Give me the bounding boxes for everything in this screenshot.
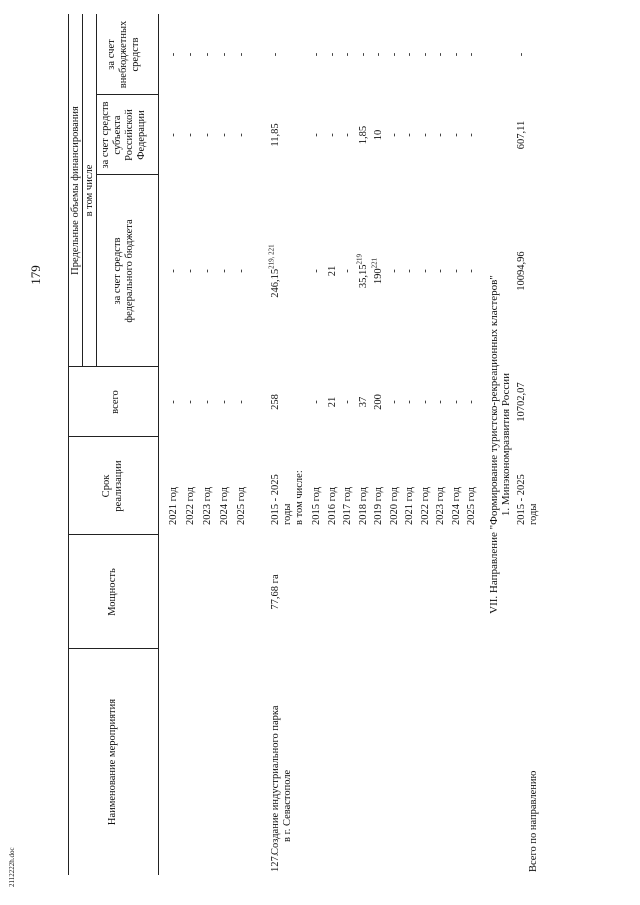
row-total: - xyxy=(435,400,446,404)
row-total: - xyxy=(404,400,415,404)
row-total: - xyxy=(342,400,353,404)
row-total: - xyxy=(219,400,230,404)
row-subj: - xyxy=(388,133,400,137)
row-subj: - xyxy=(185,133,196,137)
row-year: 2022 год xyxy=(185,487,196,525)
row-year: 2023 год xyxy=(435,487,446,525)
row-fed: - xyxy=(419,269,431,273)
row-subj: - xyxy=(466,133,477,137)
incl-rule xyxy=(96,14,97,367)
row-extra: - xyxy=(466,52,477,57)
section-title: VII. Направление "Формирование туристско-рекреационных кластеров" xyxy=(488,275,500,614)
summary-total: 10702,07 xyxy=(516,382,527,422)
row-total: - xyxy=(450,400,462,404)
row-extra: - xyxy=(357,52,369,57)
row-extra: - xyxy=(185,52,196,57)
row-total: - xyxy=(185,400,196,404)
row-fed: - xyxy=(435,269,446,273)
item-number: 127. xyxy=(270,853,281,872)
item-fed: 246,15$^{219, 221}$ xyxy=(267,244,281,298)
row-subj: - xyxy=(202,133,213,137)
row-year: 2018 год xyxy=(357,487,369,525)
row-fed: - xyxy=(236,269,247,273)
header-bottom-rule xyxy=(158,14,159,875)
row-year: 2022 год xyxy=(419,487,431,525)
header-power: Мощность xyxy=(107,568,118,616)
row-year: 2023 год xyxy=(202,487,213,525)
row-subj: - xyxy=(342,133,353,137)
row-extra: - xyxy=(326,52,338,57)
summary-term-line2: годы xyxy=(528,503,539,525)
summary-extra: - xyxy=(516,52,527,57)
header-total: всего xyxy=(110,390,121,414)
row-fed: - xyxy=(388,269,400,273)
row-fed: 35,15$^{219}$ xyxy=(355,253,369,289)
header-subj-4: Федерации xyxy=(136,110,147,160)
item-extra: - xyxy=(270,52,281,57)
row-subj: - xyxy=(236,133,247,137)
row-fed: - xyxy=(219,269,230,273)
limits-rule xyxy=(82,14,83,367)
row-fed: - xyxy=(311,269,322,273)
header-fed-1: за счет средств xyxy=(112,237,123,305)
row-extra: - xyxy=(202,52,213,57)
row-subj: - xyxy=(435,133,446,137)
row-fed-note: 221 xyxy=(370,257,379,269)
item-name-line1: Создание индустриального парка xyxy=(270,705,281,855)
row-fed-note: 219 xyxy=(355,253,363,265)
header-fed-2: федерального бюджета xyxy=(124,219,135,323)
header-incl: в том числе xyxy=(84,164,95,217)
header-subj-2: субъекта xyxy=(112,115,123,155)
row-total: - xyxy=(388,400,400,404)
header-subj-3: Российской xyxy=(124,109,135,161)
row-subj: - xyxy=(311,133,322,137)
item-term-line2: годы xyxy=(282,503,293,525)
row-subj: 10 xyxy=(373,129,384,141)
row-extra: - xyxy=(373,52,384,57)
row-extra: - xyxy=(419,52,431,57)
row-subj: - xyxy=(450,133,462,137)
summary-fed: 10094,96 xyxy=(516,251,527,291)
row-fed: - xyxy=(202,269,213,273)
item-incl-label: в том числе: xyxy=(294,470,305,525)
item-power: 77,68 га xyxy=(270,574,281,610)
row-year: 2015 год xyxy=(311,487,322,525)
file-code: 2112222h.doc xyxy=(8,847,16,887)
summary-term-line1: 2015 - 2025 xyxy=(516,474,527,525)
row-subj: - xyxy=(326,133,338,137)
header-limits: Предельные объемы финансирования xyxy=(70,106,81,275)
header-extra-2: внебюджетных xyxy=(118,20,129,89)
row-subj: - xyxy=(219,133,230,137)
row-year: 2017 год xyxy=(342,487,353,525)
header-subj-1: за счет средств xyxy=(100,101,111,169)
row-fed: 21 xyxy=(326,265,338,277)
row-fed: - xyxy=(450,269,462,273)
row-extra: - xyxy=(388,52,400,57)
row-total: 37 xyxy=(357,396,369,408)
row-subj: - xyxy=(419,133,431,137)
row-year: 2025 год xyxy=(236,487,247,525)
header-extra-3: средств xyxy=(130,37,141,72)
item-fed-note: 219, 221 xyxy=(267,244,276,269)
row-fed: - xyxy=(466,269,477,273)
row-total: - xyxy=(311,400,322,404)
row-extra: - xyxy=(342,52,353,57)
row-year: 2019 год xyxy=(373,487,384,525)
row-year: 2021 год xyxy=(168,487,179,525)
row-fed: $190^{221}$ xyxy=(370,257,384,285)
row-extra: - xyxy=(435,52,446,57)
summary-subj: 607,11 xyxy=(516,120,527,150)
row-extra: - xyxy=(236,52,247,57)
row-year: 2025 год xyxy=(466,487,477,525)
row-year: 2021 год xyxy=(404,487,415,525)
row-total: - xyxy=(236,400,247,404)
row-extra: - xyxy=(404,52,415,57)
row-subj: - xyxy=(404,133,415,137)
header-term-2: реализации xyxy=(113,460,124,512)
header-name: Наименование мероприятия xyxy=(107,698,118,826)
header-top-rule xyxy=(68,14,69,875)
row-extra: - xyxy=(450,52,462,57)
summary-label: Всего по направлению xyxy=(528,770,539,872)
row-extra: - xyxy=(311,52,322,57)
row-total: 21 xyxy=(326,396,338,408)
row-total: - xyxy=(419,400,431,404)
row-total: 200 xyxy=(373,394,384,410)
row-total: - xyxy=(466,400,477,404)
row-total: - xyxy=(168,400,179,404)
row-year: 2024 год xyxy=(450,487,462,525)
row-fed: - xyxy=(342,269,353,273)
item-name-line2: в г. Севастополе xyxy=(282,769,293,842)
row-extra: - xyxy=(219,52,230,57)
header-extra-1: за счет xyxy=(106,39,117,70)
row-total: - xyxy=(202,400,213,404)
row-subj: - xyxy=(168,133,179,137)
row-extra: - xyxy=(168,52,179,57)
page-number: 179 xyxy=(28,265,43,285)
subsection-title: 1. Минэкономразвития России xyxy=(500,372,512,517)
row-fed: - xyxy=(168,269,179,273)
row-year: 2020 год xyxy=(388,487,400,525)
row-year: 2016 год xyxy=(326,487,338,525)
row-fed: - xyxy=(185,269,196,273)
item-term-line1: 2015 - 2025 xyxy=(270,474,281,525)
item-total: 258 xyxy=(270,394,281,410)
header-term-1: Срок xyxy=(101,474,112,498)
item-subj: 11,85 xyxy=(270,123,281,147)
row-subj: 1,85 xyxy=(357,125,369,145)
row-fed: - xyxy=(404,269,415,273)
row-year: 2024 год xyxy=(219,487,230,525)
